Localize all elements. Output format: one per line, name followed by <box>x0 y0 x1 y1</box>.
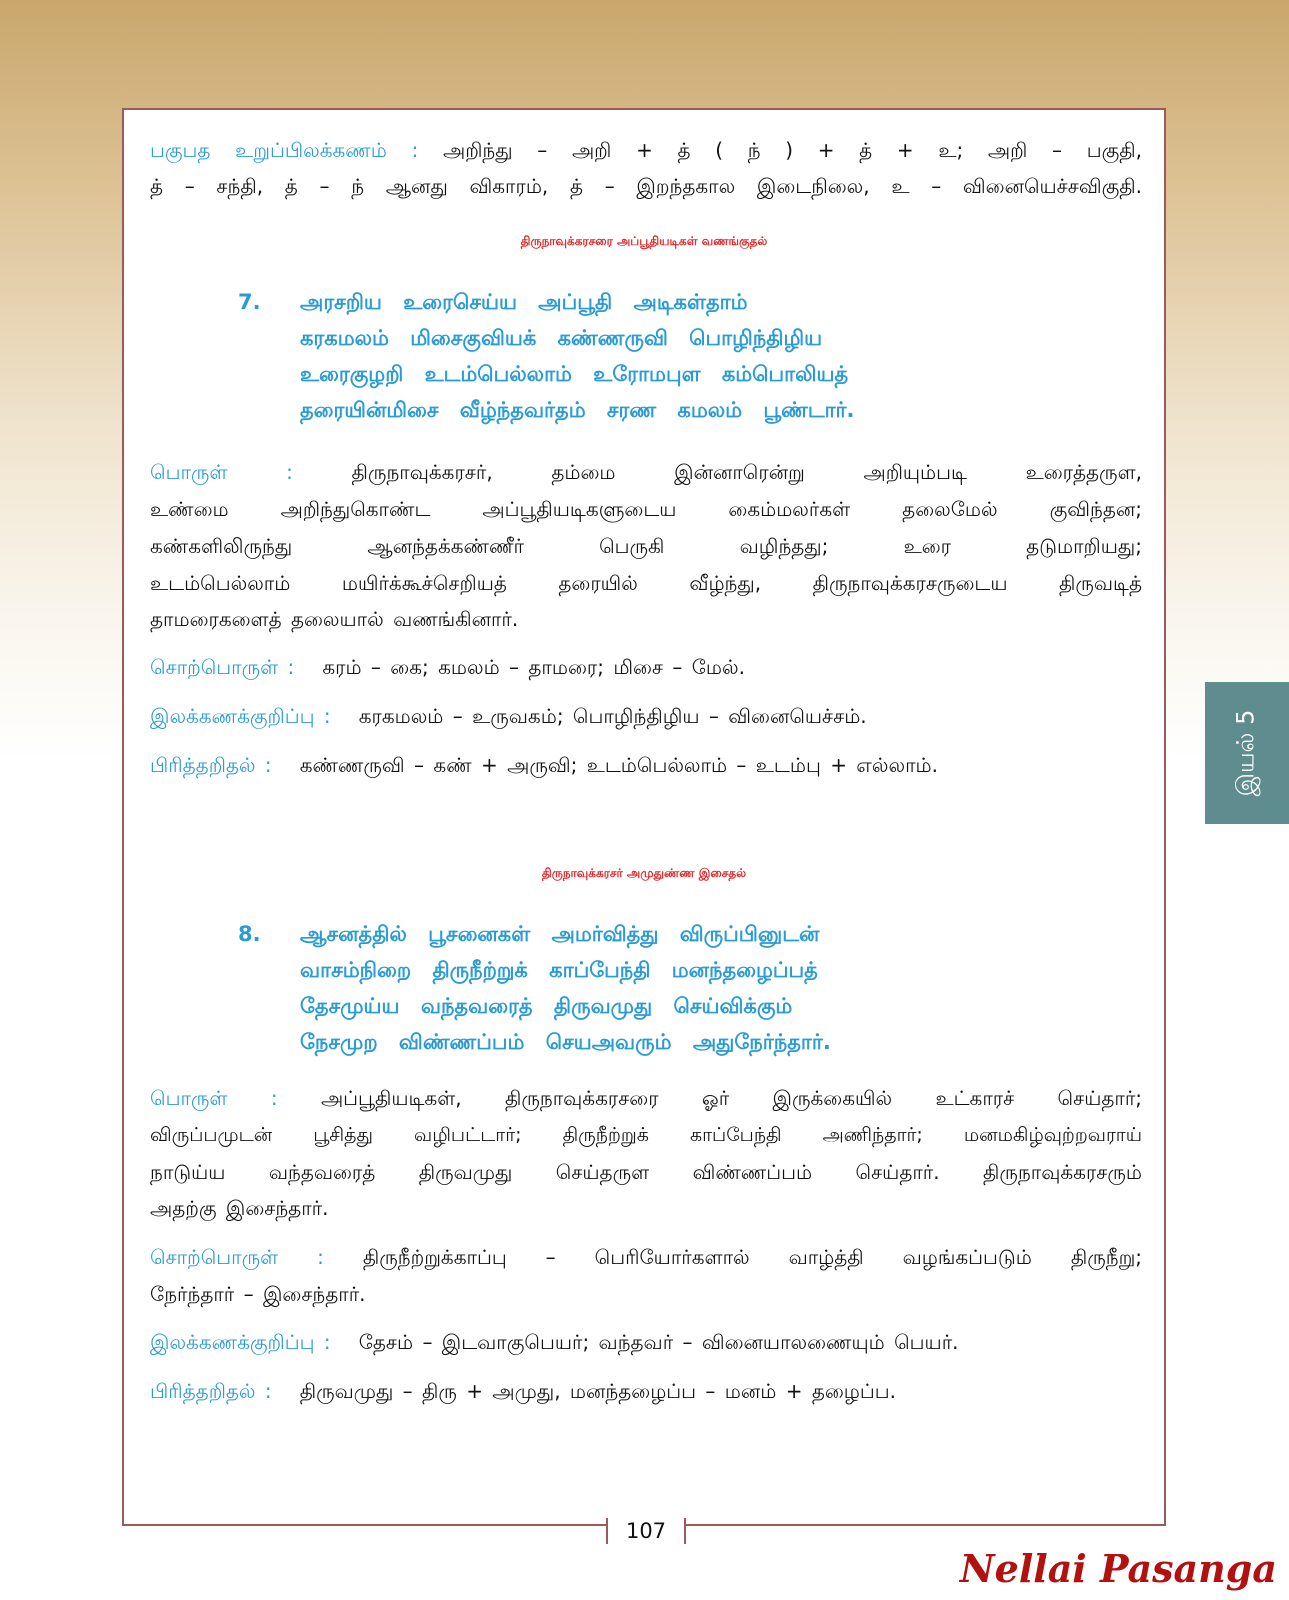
word-meaning-7-text: கரம் – கை; கமலம் – தாமரை; மிசை – மேல். <box>322 655 745 679</box>
meaning-8-line-4: அதற்கு இசைந்தார். <box>150 1196 329 1220</box>
verse-8-line-3: தேசமுய்ய வந்தவரைத் திருவமுது செய்விக்கும் <box>300 994 793 1018</box>
meaning-8-line-2: விருப்பமுடன் பூசித்து வழிபட்டார்; திருநீற்றுக் காப்பேந்தி அணிந்தார்; மனமகிழ்வுற்றவராய் <box>150 1124 1142 1146</box>
intro-label: பகுபத உறுப்பிலக்கணம் : <box>150 138 419 162</box>
chapter-tab-label: இயல் 5 <box>1231 709 1260 797</box>
section-7-heading: திருநாவுக்கரசரை அப்பூதியடிகள் வணங்குதல் <box>520 234 768 248</box>
meaning-8-text-1: அப்பூதியடிகள், திருநாவுக்கரசரை ஓர் இருக்கையில் உட்காரச் செய்தார்; <box>320 1086 1143 1110</box>
verse-7 <box>300 284 855 428</box>
section-8-heading: திருநாவுக்கரசர் அமுதுண்ண இசைதல் <box>541 866 747 880</box>
verse-8-line-1: ஆசனத்தில் பூசனைகள் அமர்வித்து விருப்பினுடன் <box>300 922 820 946</box>
word-meaning-8-line-2: நேர்ந்தார் – இசைந்தார். <box>150 1282 366 1306</box>
grammar-8-label: இலக்கணக்குறிப்பு : <box>150 1330 331 1354</box>
meaning-8-label: பொருள் : <box>150 1086 278 1110</box>
word-meaning-8-line-1 <box>150 1239 1142 1275</box>
meaning-7-line-5: தாமரைகளைத் தலையால் வணங்கினார். <box>150 607 519 631</box>
intro-line-2: த் – சந்தி, த் – ந் ஆனது விகாரம், த் – இறந்தகால இடைநிலை, உ – வினையெச்சவிகுதி. <box>150 174 1142 198</box>
page-number-box <box>606 1518 686 1544</box>
grammar-8 <box>150 1324 959 1360</box>
verse-7-line-1: அரசறிய உரைசெய்ய அப்பூதி அடிகள்தாம் <box>300 290 748 314</box>
verse-8 <box>300 916 831 1060</box>
verse-7-number: 7. <box>238 290 261 314</box>
word-meaning-7 <box>150 649 745 685</box>
grammar-7-text: கரகமலம் – உருவகம்; பொழிந்திழிய – வினையெச்சம். <box>358 704 867 728</box>
intro-line-1 <box>150 132 1142 168</box>
verse-7-line-3: உரைகுழறி உடம்பெல்லாம் உரோமபுள கம்பொலியத் <box>300 362 849 386</box>
split-7 <box>150 747 938 783</box>
split-8 <box>150 1373 896 1409</box>
word-meaning-8-label: சொற்பொருள் : <box>150 1245 324 1269</box>
meaning-7-text-1: திருநாவுக்கரசர், தம்மை இன்னாரென்று அறியும்படி உரைத்தருள, <box>351 460 1142 484</box>
watermark: Nellai Pasanga <box>959 1546 1277 1591</box>
verse-8-number: 8. <box>238 922 261 946</box>
split-8-text: திருவமுது – திரு + அமுது, மனந்தழைப்ப – மனம் + தழைப்ப. <box>299 1379 896 1403</box>
intro-text-1: அறிந்து – அறி + த் ( ந் ) + த் + உ; அறி – பகுதி, <box>442 138 1142 162</box>
meaning-7-line-3: கண்களிலிருந்து ஆனந்தக்கண்ணீர் பெருகி வழிந்தது; உரை தடுமாறியது; <box>150 534 1142 558</box>
verse-8-line-4: நேசமுற விண்ணப்பம் செயஅவரும் அதுநேர்ந்தார். <box>300 1030 831 1054</box>
meaning-7-line-4: உடம்பெல்லாம் மயிர்க்கூச்செறியத் தரையில் வீழ்ந்து, திருநாவுக்கரசருடைய திருவடித் <box>150 571 1142 595</box>
meaning-8-line-3: நாடுய்ய வந்தவரைத் திருவமுது செய்தருள விண்ணப்பம் செய்தார். திருநாவுக்கரசரும் <box>150 1160 1142 1184</box>
grammar-7-label: இலக்கணக்குறிப்பு : <box>150 704 331 728</box>
split-7-text: கண்ணருவி – கண் + அருவி; உடம்பெல்லாம் – உடம்பு + எல்லாம். <box>299 753 939 777</box>
verse-8-line-2: வாசம்நிறை திருநீற்றுக் காப்பேந்தி மனந்தழைப்பத் <box>300 958 818 982</box>
split-7-label: பிரித்தறிதல் : <box>150 753 272 777</box>
meaning-7-line-2: உண்மை அறிந்துகொண்ட அப்பூதியடிகளுடைய கைம்மலர்கள் தலைமேல் குவிந்தன; <box>150 497 1142 521</box>
word-meaning-8-text-1: திருநீற்றுக்காப்பு – பெரியோர்களால் வாழ்த்தி வழங்கப்படும் திருநீறு; <box>362 1245 1143 1269</box>
meaning-7-line-1 <box>150 454 1142 490</box>
split-8-label: பிரித்தறிதல் : <box>150 1379 272 1403</box>
page-number: 107 <box>625 1519 667 1543</box>
word-meaning-7-label: சொற்பொருள் : <box>150 655 295 679</box>
verse-7-line-4: தரையின்மிசை வீழ்ந்தவர்தம் சரண கமலம் பூண்டார். <box>300 398 855 422</box>
grammar-8-text: தேசம் – இடவாகுபெயர்; வந்தவர் – வினையாலணையும் பெயர். <box>358 1330 959 1354</box>
verse-7-line-2: கரகமலம் மிசைகுவியக் கண்ணருவி பொழிந்திழிய <box>300 326 823 350</box>
meaning-8-line-1 <box>150 1080 1142 1116</box>
grammar-7 <box>150 698 867 734</box>
chapter-tab <box>1205 682 1289 824</box>
meaning-7-label: பொருள் : <box>150 460 293 484</box>
